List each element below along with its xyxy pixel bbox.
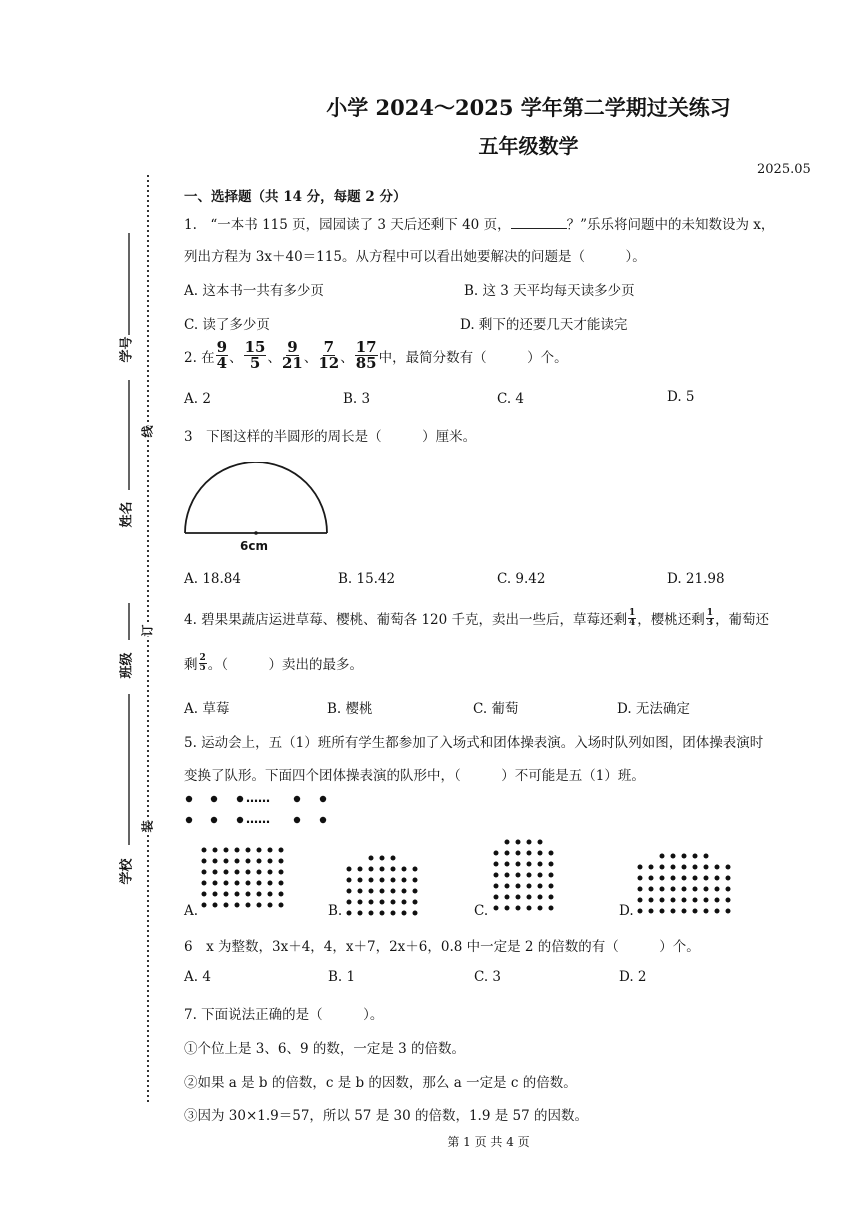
formation-dot: [715, 865, 720, 870]
q4-option-c: C. 葡萄: [473, 701, 519, 717]
formation-dot: [402, 867, 407, 872]
q1-option-b: B. 这 3 天平均每天读多少页: [464, 283, 635, 299]
formation-dot: [279, 870, 284, 875]
formation-dot: [527, 851, 532, 856]
formation-dot: [268, 870, 273, 875]
q2-prefix: 2. 在: [184, 349, 215, 366]
q6-option-c: C. 3: [474, 969, 502, 985]
formation-dot: [516, 884, 521, 889]
formation-dot: [693, 898, 698, 903]
q2-option-c: C. 4: [497, 391, 525, 407]
q2-line: [184, 340, 568, 371]
formation-dot: [726, 887, 731, 892]
q5-option-c: C.: [474, 903, 489, 919]
formation-dot: [538, 851, 543, 856]
formation-dot: [391, 911, 396, 916]
q2-sep: 、: [303, 349, 318, 366]
formation-dot: [516, 851, 521, 856]
q4-line2: [184, 653, 363, 673]
q2-option-b: B. 3: [343, 391, 371, 407]
q3-option-a: A. 18.84: [184, 571, 241, 587]
formation-dot: [369, 856, 374, 861]
formation-dot: [279, 859, 284, 864]
q7-statement-3: ③因为 30×1.9＝57，所以 57 是 30 的倍数，1.9 是 57 的因数。: [184, 1108, 588, 1124]
formation-dot: [505, 873, 510, 878]
formation-dot: [505, 895, 510, 900]
formation-dot: [704, 876, 709, 881]
formation-dot: [402, 878, 407, 883]
binding-mark-bind: 装: [140, 820, 155, 833]
binding-mark-staple: 订: [140, 624, 155, 637]
formation-dot: [224, 892, 229, 897]
formation-dot: [413, 900, 418, 905]
formation-dot: [671, 876, 676, 881]
formation-dot: [494, 851, 499, 856]
formation-dot: [369, 911, 374, 916]
formation-dot: [213, 848, 218, 853]
formation-dot: [347, 878, 352, 883]
q1-line1: [184, 213, 774, 233]
formation-dot: [660, 898, 665, 903]
formation-dot: [505, 862, 510, 867]
formation-dot: [682, 887, 687, 892]
formation-dot: [413, 867, 418, 872]
formation-dot: [671, 887, 676, 892]
entrance-ellipsis-1: ……: [246, 791, 270, 805]
formation-dot: [213, 870, 218, 875]
formation-dot: [380, 878, 385, 883]
formation-dot: [347, 867, 352, 872]
formation-dot: [682, 898, 687, 903]
binding-margin: [0, 0, 170, 1228]
formation-dot: [235, 903, 240, 908]
formation-dot: [494, 895, 499, 900]
q3-option-d: D. 21.98: [667, 571, 725, 587]
formation-dot: [380, 889, 385, 894]
formation-dot: [380, 856, 385, 861]
formation-dot: [391, 889, 396, 894]
q4-option-a: A. 草莓: [184, 701, 230, 717]
formation-dot: [224, 870, 229, 875]
formation-dot: [391, 856, 396, 861]
q7-text: 7. 下面说法正确的是（ ）。: [184, 1007, 384, 1023]
q2-fraction-2: $\frac{15}{5}$: [244, 338, 266, 372]
formation-dot: [494, 862, 499, 867]
formation-dot: [246, 892, 251, 897]
formation-dot: [202, 881, 207, 886]
formation-dot: [682, 909, 687, 914]
q2-sep: 、: [229, 349, 243, 366]
formation-dot: [358, 911, 363, 916]
q1-line2: 列出方程为 3x＋40＝115。从方程中可以看出她要解决的问题是（ ）。: [184, 249, 646, 265]
formation-dot: [516, 840, 521, 845]
formation-dot: [693, 854, 698, 859]
formation-dot: [413, 878, 418, 883]
exam-subtitle: 五年级数学: [478, 134, 579, 158]
formation-dot: [549, 873, 554, 878]
formation-dot: [246, 848, 251, 853]
formation-dot: [516, 873, 521, 878]
formation-dot: [494, 906, 499, 911]
formation-dot: [527, 862, 532, 867]
semicircle-center: [254, 531, 258, 535]
formation-dot: [527, 884, 532, 889]
formation-a: [200, 846, 290, 916]
formation-dot: [527, 906, 532, 911]
formation-dot: [413, 889, 418, 894]
student-id-label: 学号: [119, 336, 135, 363]
name-label: 姓名: [119, 501, 135, 528]
formation-dot: [682, 865, 687, 870]
formation-dot: [257, 859, 262, 864]
formation-dot: [726, 909, 731, 914]
q6-text: 6 x 为整数，3x＋4，4，x＋7，2x＋6，0.8 中一定是 2 的倍数的有（ ）个。: [184, 939, 700, 955]
formation-dot: [715, 898, 720, 903]
formation-dot: [660, 865, 665, 870]
formation-c: [492, 838, 564, 916]
formation-dot: [413, 911, 418, 916]
formation-dot: [505, 851, 510, 856]
q1-blank: [511, 216, 567, 229]
formation-dot: [358, 878, 363, 883]
formation-dot: [213, 859, 218, 864]
formation-dot: [246, 881, 251, 886]
formation-dot: [279, 892, 284, 897]
formation-dot: [213, 903, 218, 908]
q2-sep: 、: [340, 349, 354, 366]
formation-dot: [213, 892, 218, 897]
q2-fraction-1: $\frac{9}{4}$: [216, 338, 228, 372]
formation-dot: [235, 859, 240, 864]
entrance-ellipsis-2: ……: [246, 812, 270, 826]
formation-dot: [704, 898, 709, 903]
formation-dot: [279, 903, 284, 908]
formation-dot: [369, 900, 374, 905]
q6-option-a: A. 4: [184, 969, 211, 985]
q5-line1: 5. 运动会上，五（1）班所有学生都参加了入场式和团体操表演。入场时队列如图，团体操表演时: [184, 735, 764, 751]
formation-dot: [538, 906, 543, 911]
formation-dot: [202, 903, 207, 908]
q2-suffix: 中，最简分数有（ ）个。: [378, 349, 568, 366]
q4-fraction-grape: $\frac{2}{5}$: [199, 652, 206, 673]
formation-dot: [494, 884, 499, 889]
q1-option-c: C. 读了多少页: [184, 317, 270, 333]
formation-dot: [527, 895, 532, 900]
formation-dot: [402, 911, 407, 916]
q2-fraction-5: $\frac{17}{85}$: [355, 338, 377, 372]
formation-dot: [538, 862, 543, 867]
q7-statement-1: ①个位上是 3、6、9 的数，一定是 3 的倍数。: [184, 1041, 466, 1057]
q2-fraction-3: $\frac{9}{21}$: [281, 338, 303, 372]
formation-dot: [268, 881, 273, 886]
q4-fraction-cherry: $\frac{1}{3}$: [706, 607, 714, 628]
formation-dot: [715, 909, 720, 914]
q4-text-d: 剩: [184, 657, 198, 673]
q3-text: 3 下图这样的半圆形的周长是（ ）厘米。: [184, 429, 477, 445]
formation-dot: [527, 840, 532, 845]
formation-dot: [279, 881, 284, 886]
formation-dot: [268, 903, 273, 908]
q2-sep: 、: [267, 349, 281, 366]
formation-dot: [358, 889, 363, 894]
formation-dot: [402, 900, 407, 905]
formation-dot: [224, 881, 229, 886]
formation-d: [636, 852, 740, 916]
q4-option-b: B. 樱桃: [327, 701, 373, 717]
q4-text-a: 4. 碧果果蔬店运进草莓、樱桃、葡萄各 120 千克，卖出一些后，草莓还剩: [184, 612, 628, 628]
formation-dot: [671, 854, 676, 859]
formation-dot: [704, 909, 709, 914]
formation-dot: [505, 906, 510, 911]
q5-option-b: B.: [328, 903, 343, 919]
formation-dot: [268, 859, 273, 864]
section-heading: 一、选择题（共 14 分，每题 2 分）: [184, 189, 407, 205]
semicircle-diameter-label: 6cm: [240, 539, 268, 553]
formation-dot: [380, 911, 385, 916]
formation-dot: [358, 867, 363, 872]
formation-dot: [726, 876, 731, 881]
formation-dot: [279, 848, 284, 853]
formation-dot: [660, 887, 665, 892]
formation-dot: [660, 909, 665, 914]
formation-dot: [638, 865, 643, 870]
formation-dot: [715, 887, 720, 892]
formation-dot: [649, 898, 654, 903]
q1-text-b: ？”乐乐将问题中的未知数设为 x，: [566, 217, 775, 233]
formation-dot: [235, 870, 240, 875]
formation-dot: [549, 851, 554, 856]
semicircle-arc: [185, 462, 327, 533]
formation-dot: [527, 873, 532, 878]
formation-dot: [257, 892, 262, 897]
formation-dot: [649, 865, 654, 870]
formation-dot: [246, 903, 251, 908]
formation-dot: [549, 906, 554, 911]
formation-dot: [358, 900, 363, 905]
formation-dot: [693, 876, 698, 881]
formation-dot: [268, 892, 273, 897]
q4-option-d: D. 无法确定: [617, 701, 690, 717]
q4-line1: [184, 608, 769, 628]
q4-text-c: ，葡萄还: [715, 612, 770, 628]
formation-dot: [347, 900, 352, 905]
q5-option-d: D.: [619, 903, 634, 919]
formation-dot: [649, 887, 654, 892]
formation-dot: [660, 876, 665, 881]
formation-dot: [268, 848, 273, 853]
formation-dot: [202, 848, 207, 853]
formation-dot: [380, 900, 385, 905]
formation-dot: [549, 884, 554, 889]
q6-option-b: B. 1: [328, 969, 356, 985]
class-label: 班级: [119, 652, 135, 679]
school-label: 学校: [119, 858, 135, 885]
formation-dot: [638, 898, 643, 903]
q5-option-a: A.: [184, 903, 199, 919]
formation-dot: [202, 859, 207, 864]
formation-dot: [202, 870, 207, 875]
formation-dot: [704, 887, 709, 892]
formation-dot: [213, 881, 218, 886]
q4-text-b: ，樱桃还剩: [637, 612, 705, 628]
formation-dot: [671, 865, 676, 870]
formation-dot: [538, 840, 543, 845]
formation-dot: [235, 892, 240, 897]
q5-line2: 变换了队形。下面四个团体操表演的队形中，（ ）不可能是五（1）班。: [184, 768, 645, 784]
exam-date: 2025.05: [757, 162, 811, 177]
q7-statement-2: ②如果 a 是 b 的倍数，c 是 b 的因数，那么 a 一定是 c 的倍数。: [184, 1075, 577, 1091]
formation-dot: [235, 848, 240, 853]
formation-dot: [693, 865, 698, 870]
formation-dot: [638, 876, 643, 881]
formation-dot: [246, 870, 251, 875]
formation-dot: [638, 887, 643, 892]
formation-dot: [257, 903, 262, 908]
q2-option-d: D. 5: [667, 389, 695, 405]
formation-dot: [693, 909, 698, 914]
formation-dot: [660, 854, 665, 859]
formation-dot: [347, 889, 352, 894]
formation-dot: [715, 876, 720, 881]
q1-option-d: D. 剩下的还要几天才能读完: [460, 317, 628, 333]
q4-fraction-strawberry: $\frac{1}{4}$: [629, 607, 636, 628]
formation-dot: [682, 854, 687, 859]
formation-dot: [726, 898, 731, 903]
q6-option-d: D. 2: [619, 969, 647, 985]
formation-dot: [257, 881, 262, 886]
formation-dot: [538, 895, 543, 900]
formation-dot: [549, 895, 554, 900]
formation-dot: [638, 909, 643, 914]
formation-dot: [369, 867, 374, 872]
q1-option-a: A. 这本书一共有多少页: [184, 283, 324, 299]
formation-dot: [704, 854, 709, 859]
formation-dot: [391, 867, 396, 872]
formation-b: [345, 854, 425, 916]
formation-dot: [235, 881, 240, 886]
formation-dot: [369, 878, 374, 883]
formation-dot: [391, 900, 396, 905]
formation-dot: [726, 865, 731, 870]
formation-dot: [505, 884, 510, 889]
q1-text-a: 1. “一本书 115 页，园园读了 3 天后还剩下 40 页，: [184, 217, 511, 233]
formation-dot: [224, 859, 229, 864]
formation-dot: [516, 895, 521, 900]
formation-dot: [682, 876, 687, 881]
q3-option-c: C. 9.42: [497, 571, 546, 587]
formation-dot: [704, 865, 709, 870]
formation-dot: [224, 848, 229, 853]
formation-dot: [257, 848, 262, 853]
formation-dot: [671, 909, 676, 914]
formation-dot: [671, 898, 676, 903]
q4-text-e: 。（ ）卖出的最多。: [207, 657, 364, 673]
page-number: 第 1 页 共 4 页: [447, 1135, 530, 1149]
binding-mark-line: 线: [140, 425, 155, 438]
formation-dot: [347, 911, 352, 916]
formation-dot: [649, 876, 654, 881]
formation-dot: [380, 867, 385, 872]
formation-dot: [494, 873, 499, 878]
entrance-formation-figure: [180, 788, 340, 830]
q3-option-b: B. 15.42: [338, 571, 396, 587]
formation-dot: [257, 870, 262, 875]
formation-dot: [202, 892, 207, 897]
formation-dot: [246, 859, 251, 864]
formation-dot: [538, 873, 543, 878]
exam-title: 小学 2024～2025 学年第二学期过关练习: [326, 95, 731, 120]
formation-dot: [505, 840, 510, 845]
formation-dot: [369, 889, 374, 894]
q2-fraction-4: $\frac{7}{12}$: [318, 338, 340, 372]
formation-dot: [649, 909, 654, 914]
formation-dot: [516, 862, 521, 867]
formation-dot: [693, 887, 698, 892]
formation-dot: [538, 884, 543, 889]
formation-dot: [516, 906, 521, 911]
formation-dot: [549, 862, 554, 867]
formation-dot: [391, 878, 396, 883]
q2-option-a: A. 2: [184, 391, 211, 407]
formation-dot: [402, 889, 407, 894]
formation-dot: [224, 903, 229, 908]
